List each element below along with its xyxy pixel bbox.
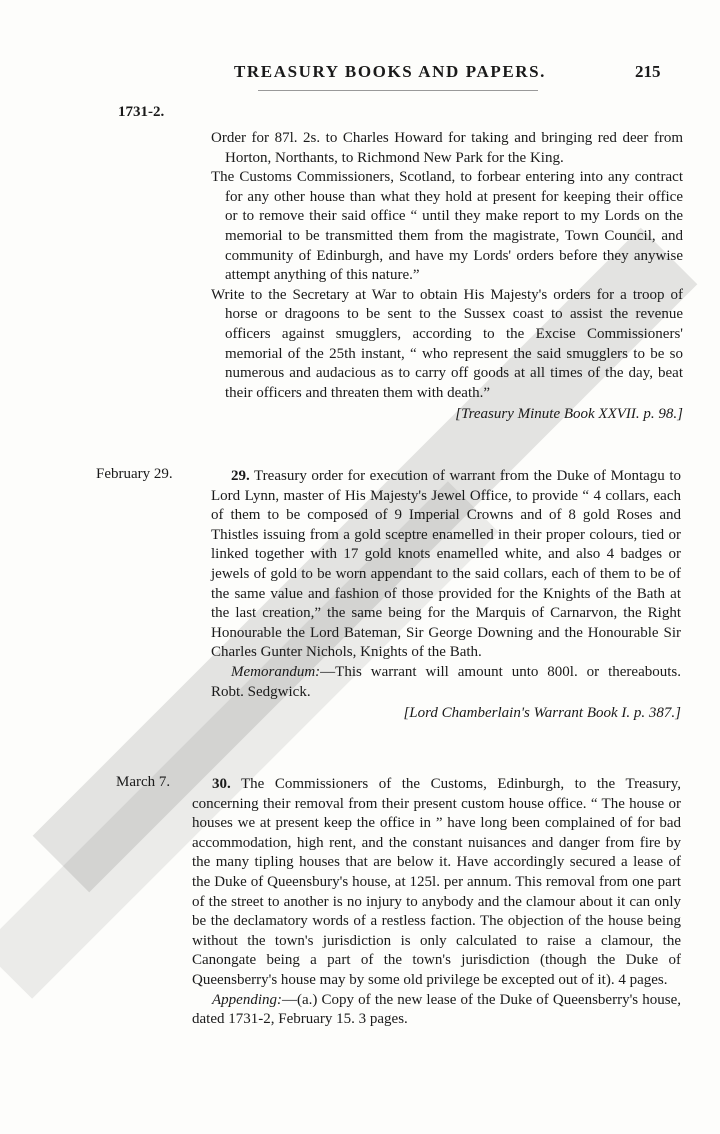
entry-1-paragraph-3: Write to the Secretary at War to obtain His Majesty's orders for a troop of horse or dragoons to be sent to the Sussex coast to assist the revenue officers against smugglers, according to the Excise Commissioners' memorial of the 25th instant, “ who represent the said smugglers to be so numerous and audacious as to carry off goods at all times of the day, beat their officers and threaten them with death.”: [211, 286, 683, 401]
entry-29-number: 29.: [231, 468, 250, 484]
entry-30-date: March 7.: [116, 774, 171, 790]
entry-1-text: [211, 129, 683, 425]
header-rule: [258, 90, 538, 91]
year-label: 1731-2.: [118, 104, 165, 120]
entry-30-paragraph: [192, 775, 681, 991]
entry-29-date: February 29.: [96, 466, 173, 482]
entry-29-text: [211, 467, 681, 724]
entry-29-body: Treasury order for execution of warrant from the Duke of Montagu to Lord Lynn, master of His Majesty's Jewel Office, to provide “ 4 collars, each of them to be composed of 9 Imperial Crowns and of 8 gold Roses and Thistles issuing from a gold sceptre enamelled in their proper colours, tied or linked together with 17 gold knots enamelled white, and also 4 badges or jewels of gold to be worn appendant to the said collars, each of them to be of the same value and fashion of those provided for the Knights of the Bath at the last creation,” the same being for the Marquis of Carnarvon, the Right Honourable the Lord Bateman, Sir George Downing and the Honourable Sir Charles Gunter Nichols, Knights of the Bath.: [211, 468, 682, 661]
running-title: TREASURY BOOKS AND PAPERS.: [233, 62, 547, 81]
entry-30-text: [192, 775, 681, 1030]
entry-1-citation: [Treasury Minute Book XXVII. p. 98.]: [455, 406, 683, 423]
entry-30-number: 30.: [212, 776, 231, 792]
entry-30-appending-text: —(a.) Copy of the new lease of the Duke of Queensberry's house, dated 1731-2, February 15. 3 pages.: [192, 991, 681, 1028]
entry-30-appending-label: Appending:: [212, 991, 282, 1008]
entry-29-memorandum: [211, 663, 681, 702]
entry-29-memo-text: —This warrant will amount unto 800l. or thereabouts. Robt. Sedgwick.: [211, 663, 681, 700]
entry-29-memo-label: Memorandum:: [231, 663, 321, 680]
entry-1-paragraph-1: Order for 87l. 2s. to Charles Howard for taking and bringing red deer from Horton, Northants, to Richmond New Park for the King.: [211, 130, 683, 166]
entry-29-paragraph: [211, 467, 681, 663]
entry-1-paragraph-2: The Customs Commissioners, Scotland, to forbear entering into any contract for any other house than what they hold at present for keeping their office or to remove their said office “ until they make report to my Lords on the memorial to be transmitted them from the magistrate, Town Council, and community of Edinburgh, and have my Lords' orders before they anywise attempt anything of this nature.”: [211, 169, 683, 284]
entry-29-citation: [Lord Chamberlain's Warrant Book I. p. 387.]: [403, 705, 681, 722]
page-number: 215: [635, 62, 661, 81]
page-header: [0, 58, 720, 88]
entry-30-body: The Commissioners of the Customs, Edinburgh, to the Treasury, concerning their removal from their present custom house office. “ The house or houses we at present keep the office in ” have long been complained of for bad accommodation, high rent, and the constant nuisances and danger from fire by the many tipling houses that are below it. Have accordingly secured a lease of the Duke of Queensbury's house, at 125l. per annum. This removal from one part of the street to another is no injury to anybody and the clamour about it can only be the declamatory words of a restless faction. The objection of the house being without the town's jurisdiction is only calculated to raise a clamour, the Canongate being a part of the town's jurisdiction (though the Duke of Queensberry's house may by some old privilege be excepted out of it). 4 pages.: [192, 776, 681, 988]
entry-30-appending: [192, 991, 681, 1030]
